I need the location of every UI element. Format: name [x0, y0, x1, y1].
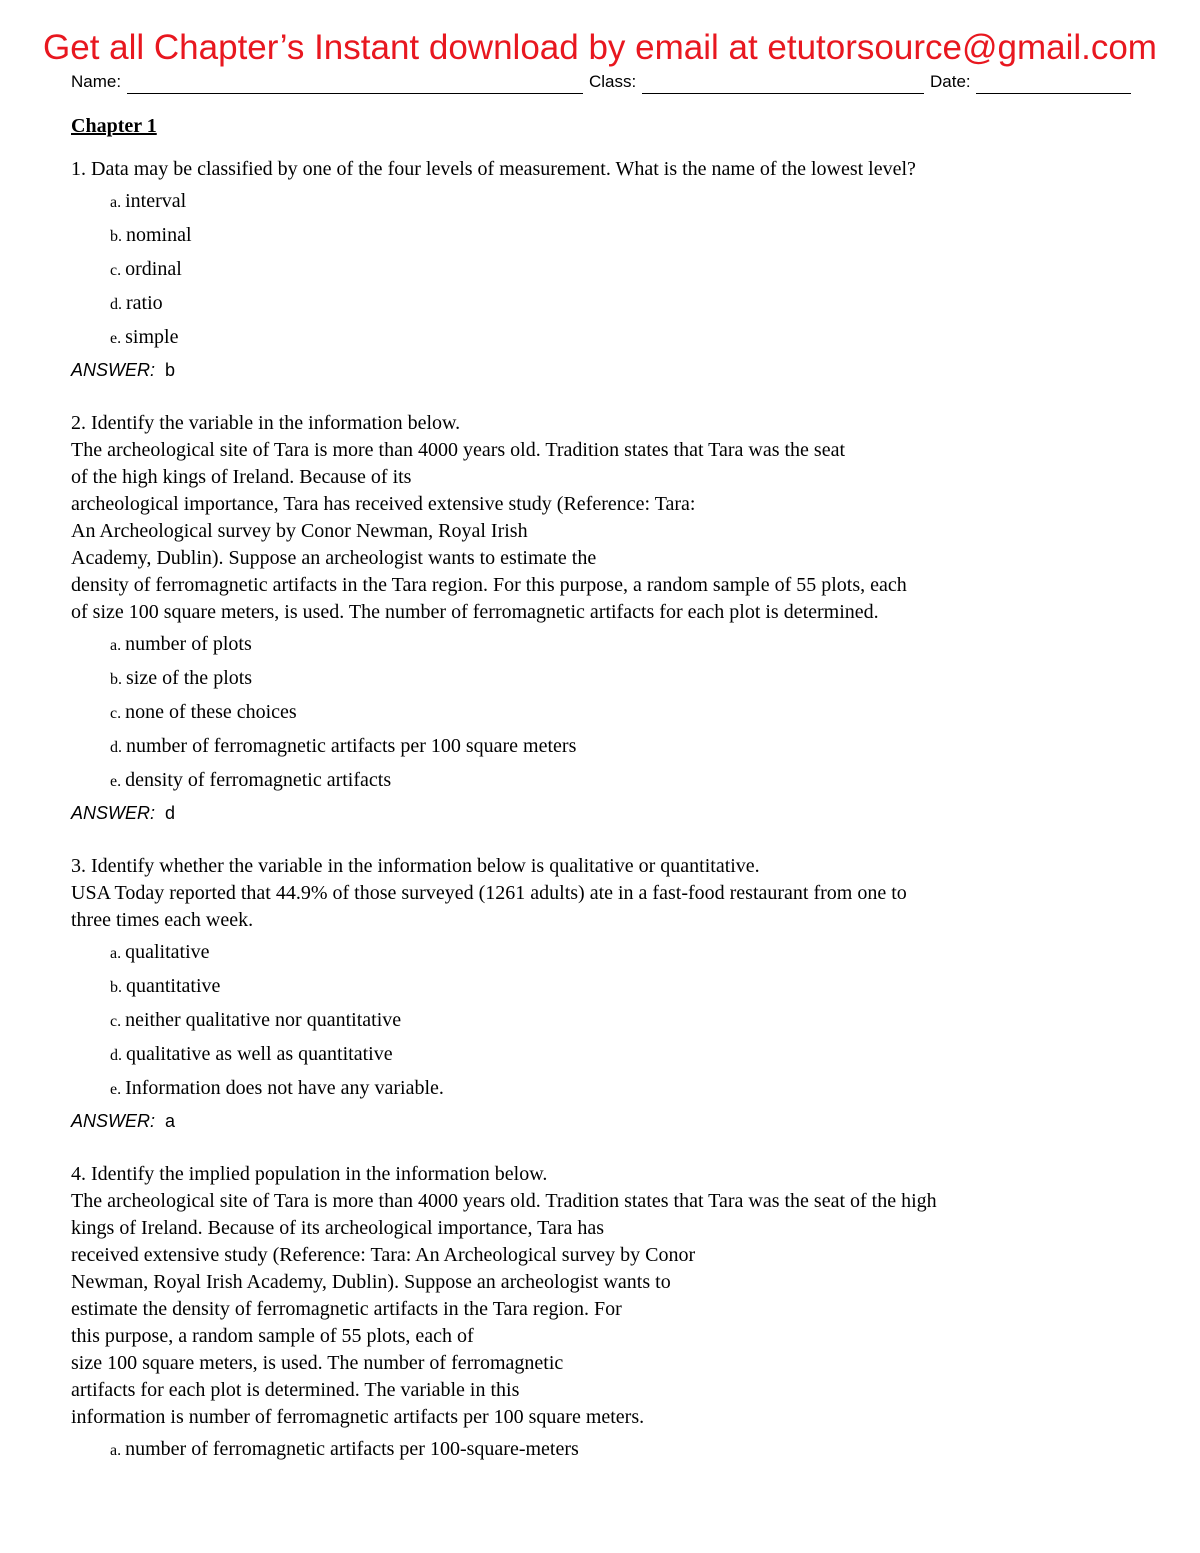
answer-choice [71, 696, 1161, 730]
answer-label: ANSWER: [71, 1111, 156, 1131]
choice-letter: d. [110, 296, 122, 313]
choice-text: density of ferromagnetic artifacts [125, 769, 392, 791]
choice-letter: b. [110, 671, 122, 688]
question-item [71, 410, 1161, 828]
question-text-line: of the high kings of Ireland. Because of its [71, 466, 412, 488]
choice-text: ratio [126, 292, 163, 314]
choice-text: size of the plots [126, 667, 253, 689]
question-text-line: estimate the density of ferromagnetic artifacts in the Tara region. For [71, 1298, 622, 1320]
answer-choice [71, 1004, 1161, 1038]
answer-key [71, 798, 1161, 828]
answer-choice [71, 1038, 1161, 1072]
choice-text: nominal [126, 224, 192, 246]
question-item [71, 156, 1161, 385]
answer-choice [71, 185, 1161, 219]
answer-value: d [165, 803, 176, 823]
choice-letter: b. [110, 228, 122, 245]
answer-choice [71, 970, 1161, 1004]
answer-label: ANSWER: [71, 360, 156, 380]
question-text [71, 156, 1161, 183]
choice-list [71, 185, 1161, 355]
question-text-line: The archeological site of Tara is more than 4000 years old. Tradition states that Tara was the seat [71, 439, 846, 461]
name-label: Name: [71, 72, 122, 91]
answer-choice [71, 253, 1161, 287]
student-info-header [71, 70, 1133, 96]
choice-letter: e. [110, 330, 122, 347]
question-text-line: of size 100 square meters, is used. The number of ferromagnetic artifacts for each plot is determined. [71, 601, 879, 623]
choice-text: neither qualitative nor quantitative [125, 1009, 402, 1031]
answer-choice [71, 662, 1161, 696]
answer-choice [71, 321, 1161, 355]
choice-letter: a. [110, 637, 122, 654]
question-text-line: archeological importance, Tara has received extensive study (Reference: Tara: [71, 493, 696, 515]
choice-text: qualitative [125, 941, 210, 963]
question-text-line: size 100 square meters, is used. The number of ferromagnetic [71, 1352, 564, 1374]
question-text-line: 4. Identify the implied population in the information below. [71, 1163, 548, 1185]
question-text [71, 1161, 1161, 1431]
answer-choice [71, 628, 1161, 662]
answer-label: ANSWER: [71, 803, 156, 823]
choice-text: quantitative [126, 975, 221, 997]
question-text-line: Academy, Dublin). Suppose an archeologist wants to estimate the [71, 547, 597, 569]
question-text-line: The archeological site of Tara is more than 4000 years old. Tradition states that Tara was the seat of the high [71, 1190, 937, 1212]
choice-text: number of ferromagnetic artifacts per 100 square meters [126, 735, 577, 757]
choice-letter: e. [110, 1081, 122, 1098]
answer-key [71, 1106, 1161, 1136]
choice-letter: c. [110, 262, 122, 279]
choice-list [71, 936, 1161, 1106]
date-label: Date: [930, 72, 971, 91]
answer-choice [71, 764, 1161, 798]
choice-list [71, 628, 1161, 798]
class-label: Class: [589, 72, 637, 91]
choice-letter: a. [110, 194, 122, 211]
answer-choice [71, 1072, 1161, 1106]
question-text-line: Newman, Royal Irish Academy, Dublin). Suppose an archeologist wants to [71, 1271, 671, 1293]
choice-text: number of plots [125, 633, 252, 655]
choice-text: simple [125, 326, 179, 348]
answer-value: b [165, 360, 176, 380]
question-text-line: kings of Ireland. Because of its archeological importance, Tara has [71, 1217, 605, 1239]
choice-text: ordinal [125, 258, 182, 280]
choice-text: qualitative as well as quantitative [126, 1043, 393, 1065]
answer-value: a [165, 1111, 176, 1131]
question-text-line: 1. Data may be classified by one of the four levels of measurement. What is the name of the lowest level? [71, 158, 916, 180]
question-text [71, 853, 1161, 934]
question-text-line: information is number of ferromagnetic artifacts per 100 square meters. [71, 1406, 645, 1428]
question-text-line: received extensive study (Reference: Tara: An Archeological survey by Conor [71, 1244, 696, 1266]
question-text-line: density of ferromagnetic artifacts in the Tara region. For this purpose, a random sample of 55 plots, each [71, 574, 907, 596]
question-text [71, 410, 1161, 626]
choice-letter: c. [110, 1013, 122, 1030]
answer-choice [71, 936, 1161, 970]
promo-banner: Get all Chapter’s Instant download by email at etutorsource@gmail.com [43, 28, 1157, 67]
answer-choice [71, 730, 1161, 764]
name-blank-line [127, 93, 583, 94]
choice-letter: e. [110, 773, 122, 790]
answer-choice [71, 287, 1161, 321]
date-blank-line [976, 93, 1131, 94]
question-list [71, 156, 1161, 1467]
choice-letter: a. [110, 945, 122, 962]
choice-text: Information does not have any variable. [125, 1077, 444, 1099]
answer-key [71, 355, 1161, 385]
choice-letter: a. [110, 1442, 122, 1459]
choice-letter: d. [110, 1047, 122, 1064]
choice-list [71, 1433, 1161, 1467]
question-item [71, 853, 1161, 1136]
answer-choice [71, 1433, 1161, 1467]
choice-letter: c. [110, 705, 122, 722]
choice-letter: b. [110, 979, 122, 996]
choice-text: interval [125, 190, 187, 212]
choice-letter: d. [110, 739, 122, 756]
question-text-line: three times each week. [71, 909, 254, 931]
chapter-title: Chapter 1 [71, 115, 157, 137]
question-text-line: 2. Identify the variable in the information below. [71, 412, 461, 434]
choice-text: number of ferromagnetic artifacts per 100-square-meters [125, 1438, 579, 1460]
question-text-line: this purpose, a random sample of 55 plots, each of [71, 1325, 474, 1347]
question-text-line: An Archeological survey by Conor Newman, Royal Irish [71, 520, 528, 542]
question-text-line: artifacts for each plot is determined. The variable in this [71, 1379, 520, 1401]
document-body [71, 112, 1161, 1492]
question-text-line: 3. Identify whether the variable in the information below is qualitative or quantitative. [71, 855, 760, 877]
class-blank-line [642, 93, 924, 94]
question-item [71, 1161, 1161, 1467]
question-text-line: USA Today reported that 44.9% of those surveyed (1261 adults) ate in a fast-food restaurant from one to [71, 882, 907, 904]
choice-text: none of these choices [125, 701, 297, 723]
answer-choice [71, 219, 1161, 253]
